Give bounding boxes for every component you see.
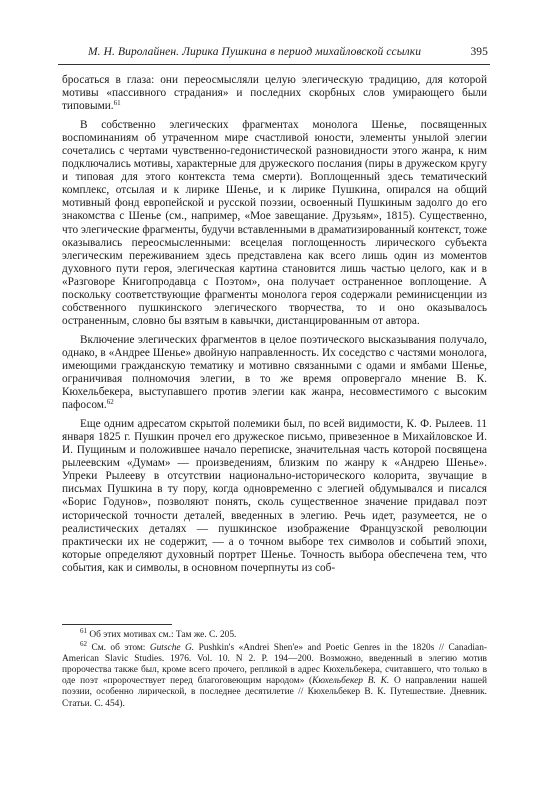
main-text [62,74,487,575]
footnote-61 [62,627,487,641]
footnote-62-tail: О направлении нашей поэзии, особенно лирической, в последнее десятилетие // Кюхельбекер В. К. Путешествие. Дневник. Статьи. С. 454). [62,676,487,709]
paragraph-1 [62,74,487,113]
footnote-62-rest: Pushkin's «Andrei Shen'e» and Poetic Genres in the 1820s // Canadian-American Slavic Studies. 1976. Vol. 10. N 2. P. 194—200. Возможно, введенный в элегию мотив пророчества также был, кроме всего прочего, репликой в адрес Кюхельбекера, считавшего, что только в оде поэт «пророчествует перед благоговеющим народом» ( [62,643,488,687]
footnote-rule [62,624,172,625]
paragraph-2: В собственно элегических фрагментах монолога Шенье, посвященных воспоминаниям об утраченном мире счастливой юности, элементы унылой элегии сочетались с чертами чувственно-гедонистической разновидности этого жанра, к ним подключались мотивы, характерные для дружеского послания (пиры в дружеском кругу и типовая для этого контекста тема смерти). Воплощенный здесь тематический комплекс, отсылая и к лирике Шенье, и к лирике Пушкина, опирался на общий мотивный фонд европейской и русской поэзии, освоенный Пушкиным задолго до его знакомства с Шенье (см., например, «Мое завещание. Друзьям», 1815). Существенно, что элегические фрагменты, будучи вставленными в драматизированный контекст, тоже оказывались переосмысленными: всецелая поглощенность лирического субъекта элегическим переживанием здесь представлена как всего лишь один из моментов духовного пути героя, элегическая картина становится лишь частью целого, как и в «Разговоре Книгопродавца с Поэтом», она получает остраненное воплощение. А поскольку соответствующие фрагменты монолога героя содержали реминисценции из собственного пушкинского элегического творчества, то и оно оказывалось остраненным, словно бы взятым в кавычки, дистанцированным от автора. [62,119,487,327]
header-rule [58,64,490,65]
running-title: М. Н. Виролайнен. Лирика Пушкина в период михайловской ссылки [88,46,422,58]
footnote-62-mark: 62 [80,640,87,649]
paragraph-4: Еще одним адресатом скрытой полемики был, по всей видимости, К. Ф. Рылеев. 11 января 1825 г. Пушкин прочел его дружеское письмо, привезенное в Михайловское И. И. Пущиным и положившее начало переписке, значительная часть которой посвящена рылеевским «Думам» — произведениям, близким по жанру к «Андрею Шенье». Упреки Рылееву в отсутствии национально-исторического колорита, звучащие в письмах Пушкина в ту пору, когда одновременно с элегией обдумывался и писался «Борис Годунов», позволяют понять, сколь существенное значение придавал поэт исторической точности деталей, введенных в элегию. Речь идет, разумеется, не о реалистических деталях — пушкинское изображение Французской революции практически их не содержит, — а о точном выборе тех символов и событий эпохи, которые определяют духовный портрет Шенье. Точность выбора обеспечена тем, что события, как и символы, в основном почерпнуты из соб- [62,418,487,574]
footnotes [62,627,488,710]
footnote-61-mark: 61 [80,627,87,635]
footnote-ref-62: 62 [106,398,114,407]
page-number: 395 [470,46,488,58]
footnote-62-lead: См. об этом: [91,643,150,654]
footnote-62-author: Gutsche G. [149,643,195,654]
footnote-62 [62,640,488,710]
footnote-ref-61: 61 [113,99,121,108]
footnote-62-author-2: Кюхельбекер В. К. [312,676,390,687]
footnote-61-text: Об этих мотивах см.: Там же. С. 205. [89,630,237,640]
paragraph-3 [62,334,487,412]
paragraph-1-text: бросаться в глаза: они переосмысляли целую элегическую традицию, для которой мотивы «пассивного страдания» и последних скорбных слов умирающего были типовыми. [62,74,487,113]
paragraph-3-text: Включение элегических фрагментов в целое поэтического высказывания получало, однако, в «Андрее Шенье» двойную направленность. Их соседство с частями монолога, имеющими гражданскую тематику и мотивно связанными с одами и ямбами Шенье, ограничивая полномочия элегии, в то же время опровергало мнение В. К. Кюхельбекера, выступавшего против элегии как жанра, несовместимого с высоким пафосом. [62,333,487,412]
